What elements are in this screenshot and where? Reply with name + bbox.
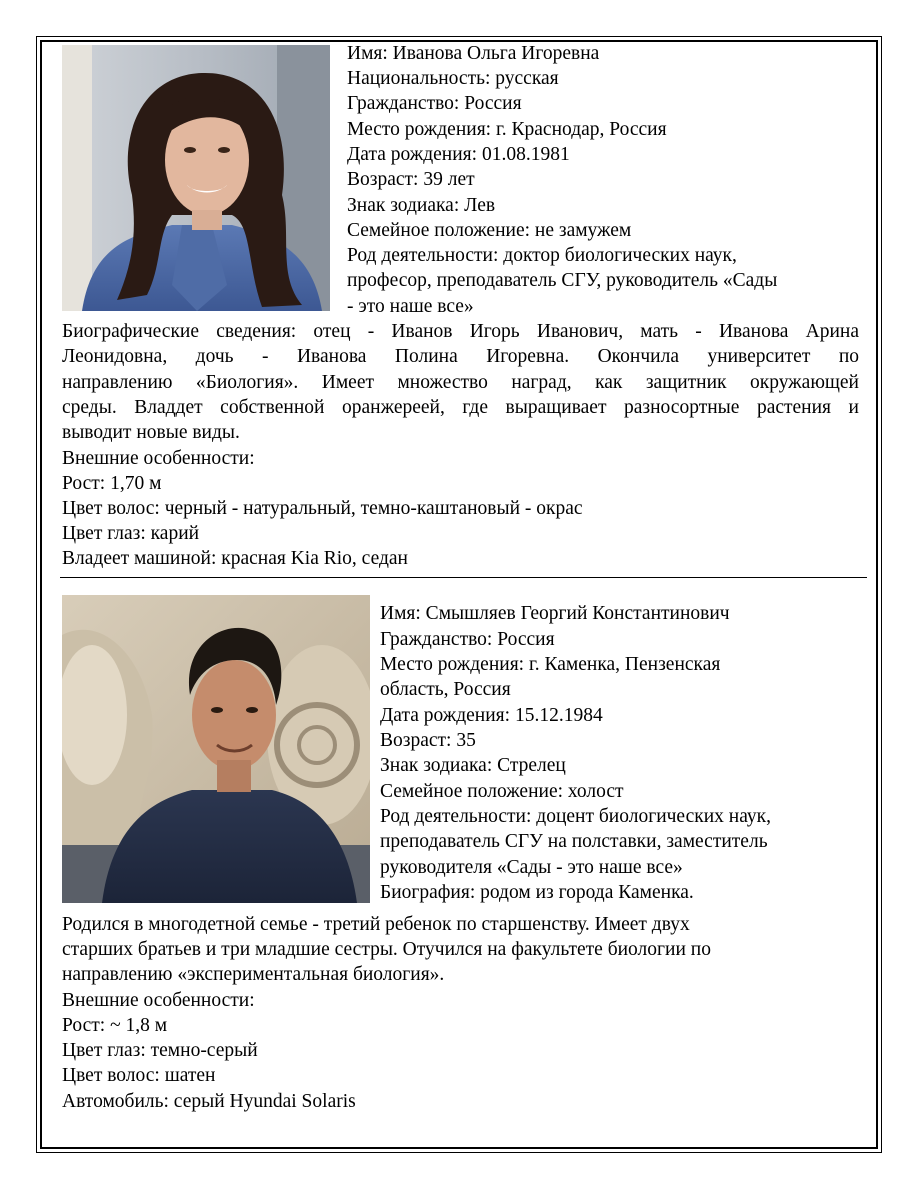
person2-citizenship: Гражданство: Россия — [380, 629, 555, 650]
person1-bio-line: выводит новые виды. — [62, 422, 240, 444]
person2-name: Имя: Смышляев Георгий Константинович — [380, 603, 730, 624]
person1-bio-line: Леонидовна, дочь - Иванова Полина Игоревна. Окончила университет по — [62, 346, 859, 368]
person1-occupation-line2: професор, преподаватель СГУ, руководитель «Сады — [347, 270, 778, 291]
person2-occupation-line2: преподаватель СГУ на полставки, заместитель — [380, 831, 768, 852]
person1-birthplace: Место рождения: г. Краснодар, Россия — [347, 119, 667, 140]
person2-zodiac: Знак зодиака: Стрелец — [380, 755, 566, 776]
person1-occupation-line3: - это наше все» — [347, 296, 474, 317]
person1-eye-color: Цвет глаз: карий — [62, 523, 200, 544]
person2-occupation-line3: руководителя «Сады - это наше все» — [380, 857, 683, 878]
person1-age: Возраст: 39 лет — [347, 169, 475, 190]
person1-zodiac: Знак зодиака: Лев — [347, 195, 496, 216]
person1-citizenship: Гражданство: Россия — [347, 93, 522, 114]
person1-nationality: Национальность: русская — [347, 68, 559, 89]
person1-hair-color: Цвет волос: черный - натуральный, темно-каштановый - окрас — [62, 498, 583, 519]
person1-height: Рост: 1,70 м — [62, 473, 162, 494]
person1-car: Владеет машиной: красная Kia Rio, седан — [62, 548, 408, 569]
person1-name: Имя: Иванова Ольга Игоревна — [347, 43, 600, 64]
person2-birthplace-line1: Место рождения: г. Каменка, Пензенская — [380, 654, 721, 675]
person2-age: Возраст: 35 — [380, 730, 476, 751]
person2-biography-intro: Биография: родом из города Каменка. — [380, 882, 694, 903]
person2-bio-line: старших братьев и три младшие сестры. Отучился на факультете биологии по — [62, 939, 711, 960]
person1-bio-line: Биографические сведения: отец - Иванов Игорь Иванович, мать - Иванова Арина — [62, 321, 859, 342]
person2-eye-color: Цвет глаз: темно-серый — [62, 1040, 258, 1061]
person2-bio-line: Родился в многодетной семье - третий ребенок по старшенству. Имеет двух — [62, 914, 690, 935]
person2-birthplace-line2: область, Россия — [380, 679, 511, 700]
person1-biography — [62, 319, 859, 445]
person1-birthdate: Дата рождения: 01.08.1981 — [347, 144, 570, 165]
person2-bio-line: направлению «экспериментальная биология». — [62, 964, 445, 985]
person1-bio-line: направлению «Биология». Имеет множество наград, как защитник окружающей — [62, 371, 859, 393]
person2-features-heading: Внешние особенности: — [62, 990, 255, 1011]
person2-car: Автомобиль: серый Hyundai Solaris — [62, 1091, 356, 1112]
person1-features-heading: Внешние особенности: — [62, 448, 255, 469]
photo-person2 — [62, 595, 370, 903]
person2-marital-status: Семейное положение: холост — [380, 781, 624, 802]
person1-occupation-line1: Род деятельности: доктор биологических наук, — [347, 245, 737, 266]
person2-height: Рост: ~ 1,8 м — [62, 1015, 168, 1036]
photo-person1 — [62, 45, 330, 311]
person1-bio-line: среды. Владдет собственной оранжереей, где выращивает разносортные растения и — [62, 396, 859, 418]
person1-marital-status: Семейное положение: не замужем — [347, 220, 632, 241]
section-divider — [60, 577, 867, 578]
person2-occupation-line1: Род деятельности: доцент биологических наук, — [380, 806, 771, 827]
person2-hair-color: Цвет волос: шатен — [62, 1065, 216, 1086]
person2-birthdate: Дата рождения: 15.12.1984 — [380, 705, 603, 726]
